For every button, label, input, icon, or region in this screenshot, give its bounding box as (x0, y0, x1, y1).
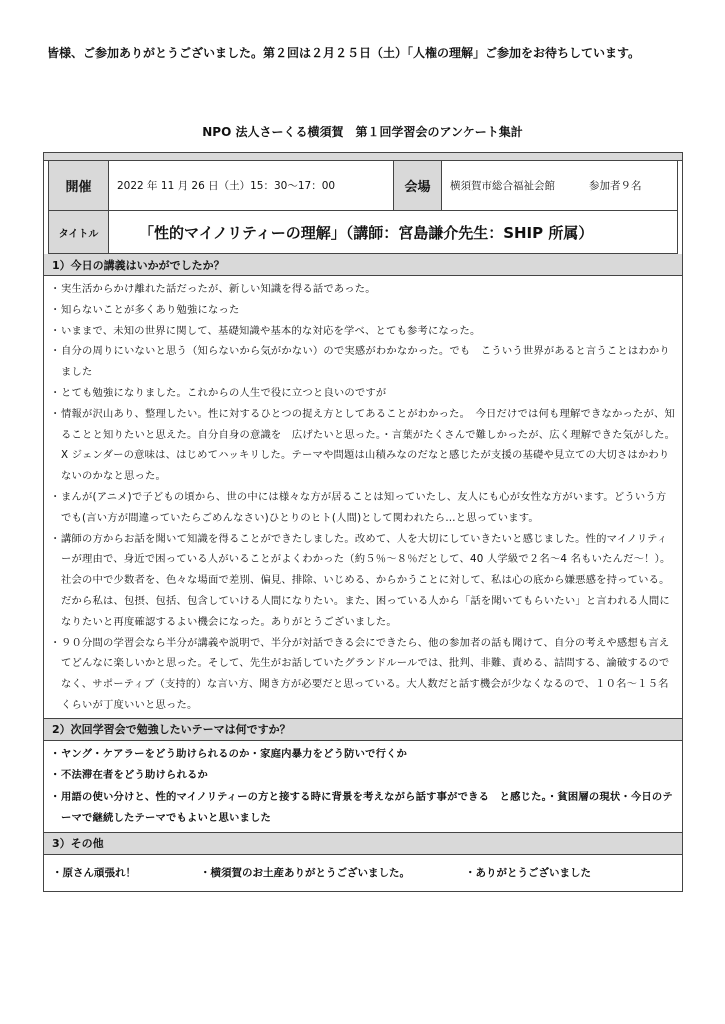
list-item: ・ 講師の方からお話を聞いて知識を得ることができたしました。改めて、人を大切にしていきたいと感じました。性的マイノリティーが理由で、身近で困っている人がいることがよくわかった（約５％〜８％だとして、40 人学級で２名〜4 名もいたんだ〜！）。社会の中で少数者を、色々な場面で差別、偏見、排除、いじめる、からかうことに対して、私は心の底から嫌悪感を持っている。だから私は、包摂、包括、包含していける人間になりたい。また、困っている人から「話を聞いてもらいたい」と言われる人間になりたいと再度確認するよい機会になった。ありがとうございました。 (50, 529, 676, 633)
list-item: ・ 用語の使い分けと、性的マイノリティーの方と接する時に背景を考えながら話す事ができる と感じた。・貧困層の現状・今日のテーマで継続したテーマでもよいと思いました (50, 787, 676, 830)
list-item: ・ とても勉強になりました。これからの人生で役に立つと良いのですが (50, 383, 676, 404)
survey-table (43, 152, 683, 892)
participants-count: 参加者９名 (589, 180, 642, 192)
list-item: ・ ９０分間の学習会なら半分が講義や説明で、半分が対話できる会にできたら、他の参加者の話も聞けて、自分の考えや感想も言えてどんなに楽しいかと思った。そして、先生がお話していたグランドルールでは、批判、非難、責める、詰問する、論破するのでなく、サポーティブ（支持的）な言い方、聞き方が必要だと思っている。大人数だと話す機会が少なくなるので、１０名〜１５名くらいが丁度いいと思った。 (50, 633, 676, 716)
venue-label: 会場 (394, 161, 442, 210)
list-item: ・ いままで、未知の世界に関して、基礎知識や基本的な対応を学べ、とても参考になった。 (50, 321, 676, 342)
section-heading-3: 3）その他 (44, 833, 682, 855)
date-value: 2022 年 11 月 26 日（土）15：30〜17：00 (109, 161, 394, 210)
list-item: ・ 自分の周りにいないと思う（知らないから気がかない）ので実感がわかなかった。でも こういう世界があると言うことはわかりました (50, 341, 676, 383)
table-top-strip (44, 153, 682, 161)
section-heading-1: 1）今日の講義はいかがでしたか？ (44, 254, 682, 276)
list-item: ・ まんが(アニメ)で子どもの頃から、世の中には様々な方が居ることは知っていたし、友人にも心が女性な方がいます。どういう方でも(言い方が間違っていたらごめんなさい)ひとりのヒト(人間)として関われたら…と思っています。 (50, 487, 676, 529)
venue-value: 横須賀市総合福祉会館 (450, 180, 555, 192)
list-item: ・ 不法滞在者をどう助けられるか (50, 765, 676, 787)
info-row-date (48, 161, 678, 211)
document-title: NPO 法人さーくる横須賀 第１回学習会のアンケート集計 (202, 125, 523, 139)
list-item: ・原さん頑張れ！ (52, 867, 136, 880)
announcement: 皆様、ご参加ありがとうございました。第２回は２月２５日（土）「人権の理解」ご参加をお待ちしています。 (47, 46, 641, 60)
section-answers-2 (44, 741, 682, 833)
list-item: ・ 実生活からかけ離れた話だったが、新しい知識を得る話であった。 (50, 279, 676, 300)
date-label: 開催 (49, 161, 109, 210)
venue-cell (442, 161, 677, 210)
list-item: ・ ヤング・ケアラーをどう助けられるのか・家庭内暴力をどう防いで行くか (50, 744, 676, 766)
list-item: ・ 情報が沢山あり、整理したい。性に対するひとつの捉え方としてあることがわかった。 今日だけでは何も理解できなかったが、知ることと知りたいと思えた。自分自身の意識を 広げたいと思った。・言葉がたくさんで難しかったが、広く理解できた気がした。X ジェンダーの意味は、はじめてハッキリした。テーマや問題は山積みなのだなと感じたが支援の基礎や見立ての大切さはかわりないのかなと思った。 (50, 404, 676, 487)
list-item: ・ 知らないことが多くあり勉強になった (50, 300, 676, 321)
lecture-title: 「性的マイノリティーの理解」（講師：宮島謙介先生：SHIP 所属） (139, 223, 594, 242)
section-answers-3 (44, 855, 682, 891)
title-label: タイトル (49, 211, 109, 253)
info-row-title (48, 211, 678, 254)
list-item: ・横須賀のお土産ありがとうございました。 (200, 867, 410, 880)
section-answers-1 (44, 276, 682, 719)
list-item: ・ありがとうございました (465, 867, 591, 880)
section-heading-2: 2）次回学習会で勉強したいテーマは何ですか？ (44, 719, 682, 741)
